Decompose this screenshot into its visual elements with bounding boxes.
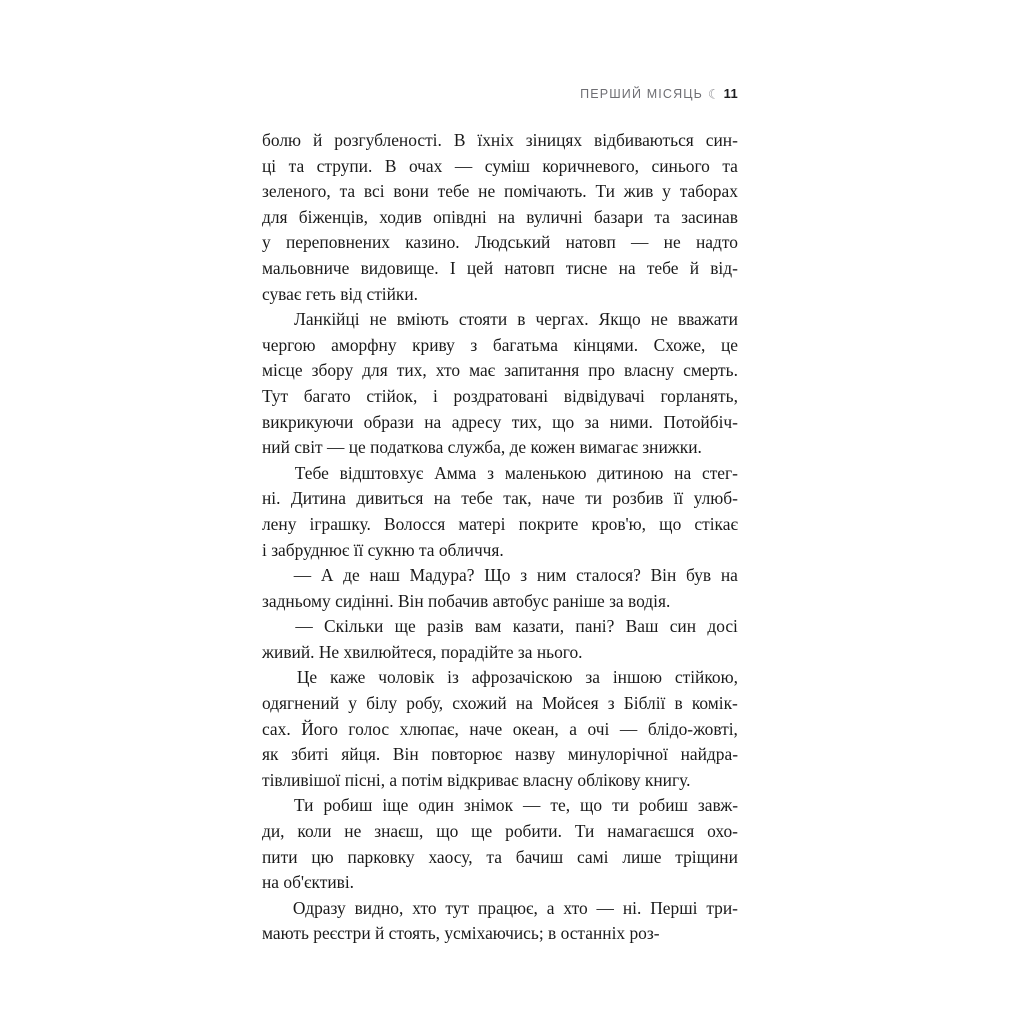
text-line: ний світ — це податкова служба, де кожен вимагає знижки. (262, 437, 702, 458)
running-header (262, 86, 738, 102)
text-line: місце збору для тих, хто має запитання про власну смерть. (262, 360, 738, 381)
text-line: — А де наш Мадура? Що з ним сталося? Він був на (293, 565, 738, 586)
text-line: мальовниче видовище. І цей натовп тисне на тебе й від- (262, 257, 738, 278)
text-line: живий. Не хвилюйтеся, порадійте за нього. (262, 641, 583, 662)
paragraph (262, 563, 738, 614)
paragraph (262, 793, 738, 895)
paragraph (262, 614, 738, 665)
text-line: сах. Його голос хлюпає, наче океан, а очі — блідо-жовті, (262, 718, 738, 739)
text-line: ці та струпи. В очах — суміш коричневого, синього та (262, 155, 738, 176)
text-line: Ланкійці не вміють стояти в чергах. Якщо не вважати (294, 309, 738, 330)
text-line: лену іграшку. Волосся матері покрите кров'ю, що стікає (262, 513, 738, 534)
text-line: болю й розгубленості. В їхніх зіницях відбиваються син- (262, 130, 738, 150)
running-header-chapter-title: ПЕРШИЙ МІСЯЦЬ (580, 87, 703, 101)
paragraph (262, 896, 738, 947)
text-line: Ти робиш іще один знімок — те, що ти робиш завж- (293, 795, 738, 816)
text-line: — Скільки ще разів вам казати, пані? Ваш син досі (295, 616, 738, 637)
text-line: у переповнених казино. Людський натовп — не надто (262, 232, 738, 253)
paragraph (262, 128, 738, 307)
page-number: 11 (723, 86, 738, 101)
text-line: як збиті яйця. Він повторює назву минулорічної найдра- (262, 744, 738, 765)
text-line: ди, коли не знаєш, що ще робити. Ти намагаєшся охо- (262, 821, 738, 842)
text-line: і забруднює її сукню та обличчя. (262, 539, 504, 560)
text-line: Тут багато стійок, і роздратовані відвідувачі горланять, (262, 385, 738, 406)
text-line: Одразу видно, хто тут працює, а хто — ні. Перші три- (292, 897, 738, 918)
paragraph (262, 461, 738, 563)
text-line: на об'єктиві. (262, 872, 355, 893)
text-line: Тебе відштовхує Амма з маленькою дитиною на стег- (294, 462, 738, 483)
text-line: тівливішої пісні, а потім відкриває власну облікову книгу. (262, 769, 691, 790)
paragraph (262, 307, 738, 461)
text-line: ні. Дитина дивиться на тебе так, наче ти розбив її улюб- (262, 488, 738, 509)
text-line: одягнений у білу робу, схожий на Мойсея з Біблії в комік- (262, 693, 738, 714)
text-line: зеленого, та всі вони тебе не помічають. Ти жив у таборах (262, 181, 738, 202)
text-line: чергою аморфну криву з багатьма кінцями. Схоже, це (262, 334, 738, 355)
text-line: Це каже чоловік із афрозачіскою за іншою стійкою, (296, 667, 738, 688)
text-line: пити цю парковку хаосу, та бачиш самі лише тріщини (262, 846, 738, 867)
text-line: для біженців, ходив опівдні на вуличні базари та засинав (262, 206, 738, 227)
paragraph (262, 665, 738, 793)
text-line: мають реєстри й стоять, усміхаючись; в останніх роз- (262, 923, 660, 944)
crescent-moon-icon: ☾ (708, 86, 720, 102)
body-text (262, 128, 738, 947)
text-line: викрикуючи образи на адресу тих, що за ними. Потойбіч- (262, 411, 738, 432)
text-line: суває геть від стійки. (262, 283, 419, 304)
text-line: задньому сидінні. Він побачив автобус раніше за водія. (262, 590, 671, 611)
